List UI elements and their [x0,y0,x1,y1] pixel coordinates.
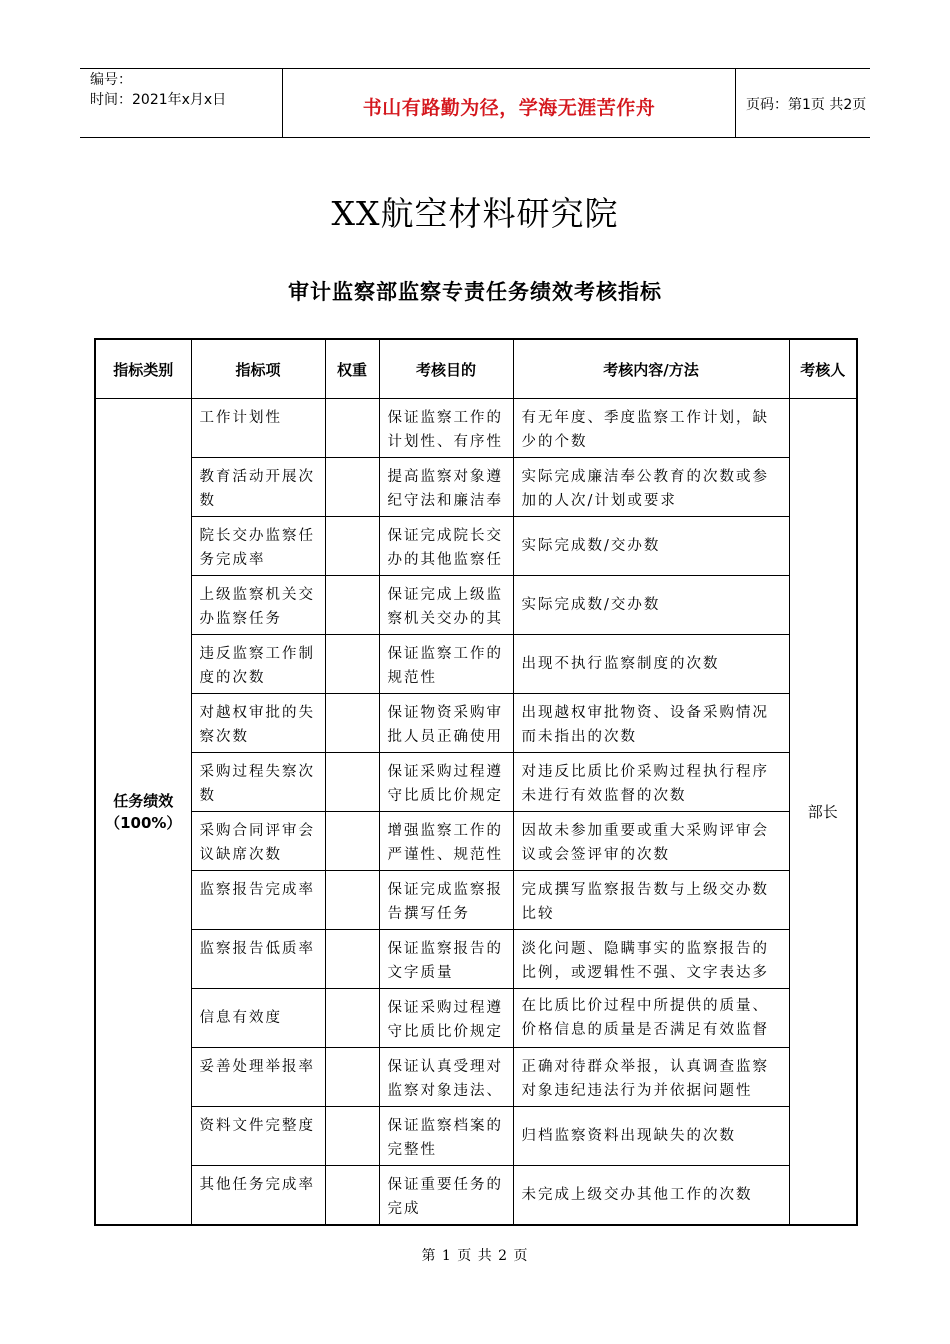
header-category: 指标类别 [95,339,191,399]
weight-cell [325,635,379,694]
doc-number-label: 编号： [90,72,132,88]
content-cell-text: 未完成上级交办其他工作的次数 [521,1187,753,1203]
purpose-cell-text: 保证完成监察报告撰写任务 [387,882,503,922]
item-cell-text: 违反监察工作制度的次数 [199,646,315,686]
content-cell [513,1166,789,1226]
weight-cell-text [326,517,379,575]
weight-cell-text [326,930,379,988]
weight-cell-text [326,576,379,634]
purpose-cell [379,399,513,458]
table-body [95,399,857,1226]
item-cell [191,989,325,1048]
reviewer-cell: 部长 [789,399,857,1226]
item-cell-text: 采购过程失察次数 [199,764,315,804]
purpose-cell [379,753,513,812]
content-cell [513,517,789,576]
weight-cell [325,694,379,753]
content-cell-text: 对违反比质比价采购过程执行程序未进行有效监督的次数 [521,764,769,804]
content-cell-text: 在比质比价过程中所提供的质量、价格信息的质量是否满足有效监督 [521,998,769,1038]
content-cell-text: 实际完成数/交办数 [521,538,661,554]
header-purpose: 考核目的 [379,339,513,399]
table-row [95,694,857,753]
purpose-cell-text: 保证监察档案的完整性 [387,1118,503,1158]
weight-cell [325,989,379,1048]
content-cell [513,753,789,812]
weight-cell-text [326,1166,379,1224]
weight-cell [325,517,379,576]
purpose-cell [379,517,513,576]
purpose-cell [379,694,513,753]
content-cell-text: 因故未参加重要或重大采购评审会议或会签评审的次数 [521,823,769,863]
weight-cell-text [326,458,379,516]
purpose-cell-text: 保证采购过程遵守比质比价规定 [387,764,503,804]
purpose-cell [379,1048,513,1107]
header-item: 指标项 [191,339,325,399]
item-cell-text: 教育活动开展次数 [199,469,315,509]
item-cell [191,458,325,517]
content-cell-text: 完成撰写监察报告数与上级交办数比较 [521,882,769,922]
content-cell-text: 淡化问题、隐瞒事实的监察报告的比例，或逻辑性不强、文字表达多 [521,941,769,981]
category-label: 任务绩效 [113,791,174,810]
content-cell [513,871,789,930]
item-cell-text: 上级监察机关交办监察任务 [199,587,315,627]
content-cell [513,399,789,458]
content-cell [513,812,789,871]
table-row [95,517,857,576]
weight-cell-text [326,694,379,752]
item-cell [191,930,325,989]
item-cell-text: 采购合同评审会议缺席次数 [199,823,315,863]
header-motto-cell [282,69,736,137]
content-cell-text: 实际完成廉洁奉公教育的次数或参加的人次/计划或要求 [521,469,769,509]
table-row [95,871,857,930]
item-cell-text: 资料文件完整度 [199,1118,315,1134]
content-cell [513,576,789,635]
purpose-cell [379,576,513,635]
purpose-cell [379,635,513,694]
content-cell-text: 有无年度、季度监察工作计划，缺少的个数 [521,410,769,450]
weight-cell-text [326,1048,379,1106]
weight-cell-text [326,812,379,870]
item-cell [191,635,325,694]
purpose-cell-text: 保证完成院长交办的其他监察任 [387,528,503,568]
content-cell [513,635,789,694]
item-cell-text: 监察报告完成率 [199,882,315,898]
item-cell [191,871,325,930]
header-page-info: 页码：第1页 共2页 [746,97,867,113]
purpose-cell [379,930,513,989]
document-title: XX航空材料研究院 [331,194,619,233]
purpose-cell-text: 提高监察对象遵纪守法和廉洁奉 [387,469,503,509]
content-cell-text: 实际完成数/交办数 [521,597,661,613]
item-cell-text: 对越权审批的失察次数 [199,705,315,745]
weight-cell [325,930,379,989]
purpose-cell-text: 保证监察工作的计划性、有序性 [387,410,503,450]
doc-date-label: 时间：2021年x月x日 [90,92,227,108]
table-row [95,1166,857,1226]
weight-cell [325,458,379,517]
kpi-table-wrapper [94,338,856,1226]
content-cell [513,458,789,517]
table-row [95,812,857,871]
purpose-cell [379,458,513,517]
purpose-cell-text: 保证监察工作的规范性 [387,646,503,686]
header-meta [80,69,282,137]
table-header-row [95,339,857,399]
item-cell [191,753,325,812]
page-footer: 第 1 页 共 2 页 [421,1248,529,1264]
category-cell [95,399,191,1226]
content-cell-text: 出现越权审批物资、设备采购情况而未指出的次数 [521,705,769,745]
weight-cell [325,812,379,871]
header-content: 考核内容/方法 [513,339,789,399]
purpose-cell [379,989,513,1048]
table-row [95,1048,857,1107]
content-cell [513,1048,789,1107]
purpose-cell-text: 保证认真受理对监察对象违法、 [387,1059,503,1099]
weight-cell-text [326,989,379,1047]
purpose-cell [379,871,513,930]
table-row [95,753,857,812]
table-row [95,458,857,517]
kpi-table [94,338,858,1226]
table-row [95,635,857,694]
weight-cell [325,1107,379,1166]
category-weight: （100%） [105,813,182,832]
weight-cell-text [326,753,379,811]
weight-cell [325,1166,379,1226]
table-row [95,1107,857,1166]
content-cell [513,1107,789,1166]
page-header [80,68,870,138]
purpose-cell [379,1107,513,1166]
weight-cell [325,753,379,812]
purpose-cell-text: 保证监察报告的文字质量 [387,941,503,981]
weight-cell [325,871,379,930]
content-cell [513,694,789,753]
purpose-cell [379,812,513,871]
purpose-cell [379,1166,513,1226]
item-cell [191,1107,325,1166]
purpose-cell-text: 保证重要任务的完成 [387,1177,503,1217]
item-cell [191,812,325,871]
item-cell [191,1166,325,1226]
table-row [95,930,857,989]
content-cell [513,930,789,989]
content-cell-text: 正确对待群众举报，认真调查监察对象违纪违法行为并依据问题性 [521,1059,769,1099]
purpose-cell-text: 保证完成上级监察机关交办的其 [387,587,503,627]
item-cell [191,694,325,753]
weight-cell-text [326,871,379,929]
header-page-cell [736,69,870,137]
header-reviewer: 考核人 [789,339,857,399]
weight-cell-text [326,399,379,457]
item-cell [191,1048,325,1107]
header-motto: 书山有路勤为径，学海无涯苦作舟 [362,97,656,119]
content-cell-text: 出现不执行监察制度的次数 [521,656,720,672]
purpose-cell-text: 保证采购过程遵守比质比价规定 [387,1000,503,1040]
purpose-cell-text: 保证物资采购审批人员正确使用 [387,705,503,745]
table-row [95,399,857,458]
weight-cell [325,576,379,635]
document-subtitle: 审计监察部监察专责任务绩效考核指标 [288,280,662,304]
weight-cell-text [326,1107,379,1165]
item-cell [191,576,325,635]
weight-cell [325,1048,379,1107]
item-cell-text: 工作计划性 [199,410,282,426]
purpose-cell-text: 增强监察工作的严谨性、规范性 [387,823,503,863]
weight-cell [325,399,379,458]
item-cell [191,517,325,576]
header-weight: 权重 [325,339,379,399]
item-cell-text: 信息有效度 [199,1010,282,1026]
item-cell-text: 其他任务完成率 [199,1177,315,1193]
content-cell-text: 归档监察资料出现缺失的次数 [521,1128,736,1144]
item-cell-text: 妥善处理举报率 [199,1059,315,1075]
content-cell [513,989,789,1048]
item-cell-text: 监察报告低质率 [199,941,315,957]
table-row [95,576,857,635]
item-cell [191,399,325,458]
weight-cell-text [326,635,379,693]
item-cell-text: 院长交办监察任务完成率 [199,528,315,568]
table-row [95,989,857,1048]
